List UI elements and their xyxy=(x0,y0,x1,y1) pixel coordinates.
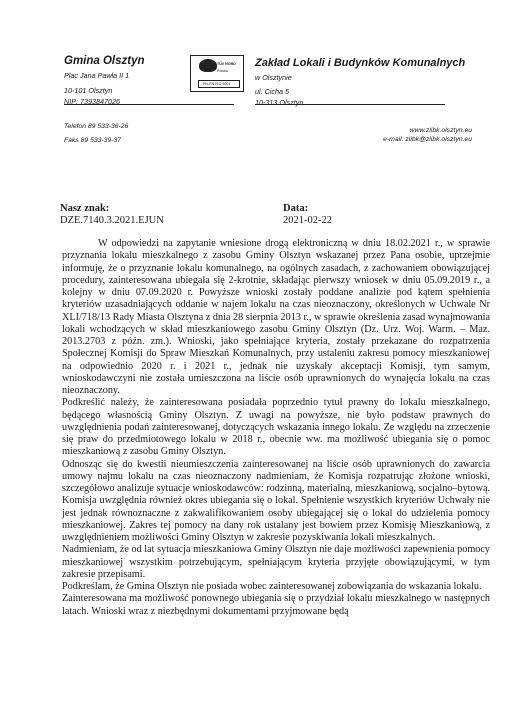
sender-nip: NIP: 7393847026 xyxy=(64,97,120,106)
paragraph-5: Podkreślam, że Gmina Olsztyn nie posiada wobec zainteresowanej zobowiązania do wskazania lokalu. xyxy=(62,581,482,592)
sender-fax: Faks 89 533-39-37 xyxy=(64,137,122,144)
recipient-sub: w Olsztynie xyxy=(255,73,292,82)
sender-name: Gmina Olsztyn xyxy=(64,55,145,67)
reference-value: DZE.7140.3.2021.EJUN xyxy=(60,215,164,226)
logo-sub-text: Polska xyxy=(217,69,228,73)
certification-logo xyxy=(190,55,244,92)
logo-mark-text: TÜV NORD xyxy=(217,62,236,66)
paragraph-6: Zainteresowana ma możliwość ponownego ubiegania się o przydział lokalu mieszkalnego w następnych latach. Wnioski wraz z niezbędnymi dokumentami przyjmowane będą xyxy=(62,593,490,617)
sender-city: 10-101 Olsztyn xyxy=(64,86,113,95)
paragraph-2: Podkreślić należy, że zainteresowana posiadała poprzednio tytuł prawny do lokalu mieszkalnego, będącego własnością Gminy Olsztyn. Z uwagi na powyższe, nie było podstaw prawnych do uwzględnienia podań zainteresowanej, dotyczących wskazania innego lokalu. Ze względu na zrzeczenie się praw do przedmiotowego lokalu w 2018 r., obecnie ww. ma możliwość ubiegania się o pomoc mieszkaniową z zasobu Gminy Olsztyn. xyxy=(62,397,490,458)
letter-body xyxy=(62,238,490,618)
recipient-web: www.zlibk.olsztyn.eu xyxy=(409,127,472,134)
sender-street: Plac Jana Pawła II 1 xyxy=(64,71,130,80)
recipient-name: Zakład Lokali i Budynków Komunalnych xyxy=(255,57,466,69)
paragraph-3: Odnosząc się do kwestii nieumieszczenia zainteresowanej na liście osób uprawnionych do zawarcia umowy najmu lokalu na czas nieoznaczony nadmieniam, że Komisja rozpatrując złożone wnioski, szczegółowo analizuje sytuacje wnioskodawców: rodzinną, materialną, mieszkaniową, socjalno–bytową. Komisja uwzględnia również okres ubiegania się o lokal. Spełnienie wszystkich kryteriów Uchwały nie jest jednak równoznaczne z zakwalifikowaniem osoby ubiegającej się o lokal do udzielenia pomocy mieszkaniowej. Zakres tej pomocy na dany rok ustalany jest bowiem przez Komisję Mieszkaniową, z uwzględnieniem możliwości Gminy Olsztyn w zakresie pozyskiwania lokali mieszkalnych. xyxy=(62,458,491,543)
logo-strip xyxy=(198,80,240,88)
recipient-email: e-mail: zlibk@zlibk.olsztyn.eu xyxy=(383,136,472,143)
paragraph-1: W odpowiedzi na zapytanie wniesione drogą elektroniczną w dniu 18.02.2021 r., w sprawie przyznania lokalu mieszkalnego z zasobu Gminy Olsztyn wskazanej przez Pana osobie, uprzejmie informuję, że o przyznanie lokalu komunalnego, na ogólnych zasadach, z zachowaniem obowiązującej procedury, zainteresowana ubiegała się 2-krotnie, składając pierwszy wniosek w dniu 05.09.2019 r., a kolejny w dniu 07.09.2020 r. Powyższe wnioski zostały poddane analizie pod kątem spełnienia kryteriów uzasadniających oddanie w najem lokalu na czas nieoznaczony, określonych w Uchwale Nr XLI/718/13 Rady Miasta Olsztyna z dnia 28 sierpnia 2013 r., w sprawie określenia zasad wynajmowania lokali wchodzących w skład mieszkaniowego zasobu Gminy Olsztyn (Dz. Urz. Woj. Warm. – Maz. 2013.2703 z późn. zm.). Wnioski, jako spełniające kryteria, zostały przekazane do rozpatrzenia Społecznej Komisji do Spraw Mieszkań Komunalnych, przy ustaleniu zakresu pomocy mieszkaniowej na odpowiednio 2020 r. i 2021 r., jednak nie uzyskały akceptacji Komisji, tym samym, wnioskodawczyni nie została umieszczona na liście osób uprawnionych do wynajęcia lokalu na czas nieoznaczony. xyxy=(62,238,490,396)
paragraph-4: Nadmieniam, że od lat sytuacja mieszkaniowa Gminy Olsztyn nie daje możliwości zapewnienia pomocy mieszkaniowej wszystkim potrzebującym, spełniającym kryteria przyjęte obowiązującymi, w tym zakresie przepisami. xyxy=(62,544,490,580)
date-label: Data: xyxy=(283,203,309,214)
logo-strip-text: PN-EN ISO 9001 xyxy=(203,81,231,86)
tuv-mark-icon xyxy=(199,59,217,72)
date-value: 2021-02-22 xyxy=(283,215,332,226)
sender-phone: Telefon 89 533-36-26 xyxy=(64,123,129,130)
reference-label: Nasz znak: xyxy=(60,203,110,214)
recipient-city: 10-313 Olsztyn xyxy=(255,98,304,107)
recipient-street: ul. Cicha 5 xyxy=(255,87,289,96)
